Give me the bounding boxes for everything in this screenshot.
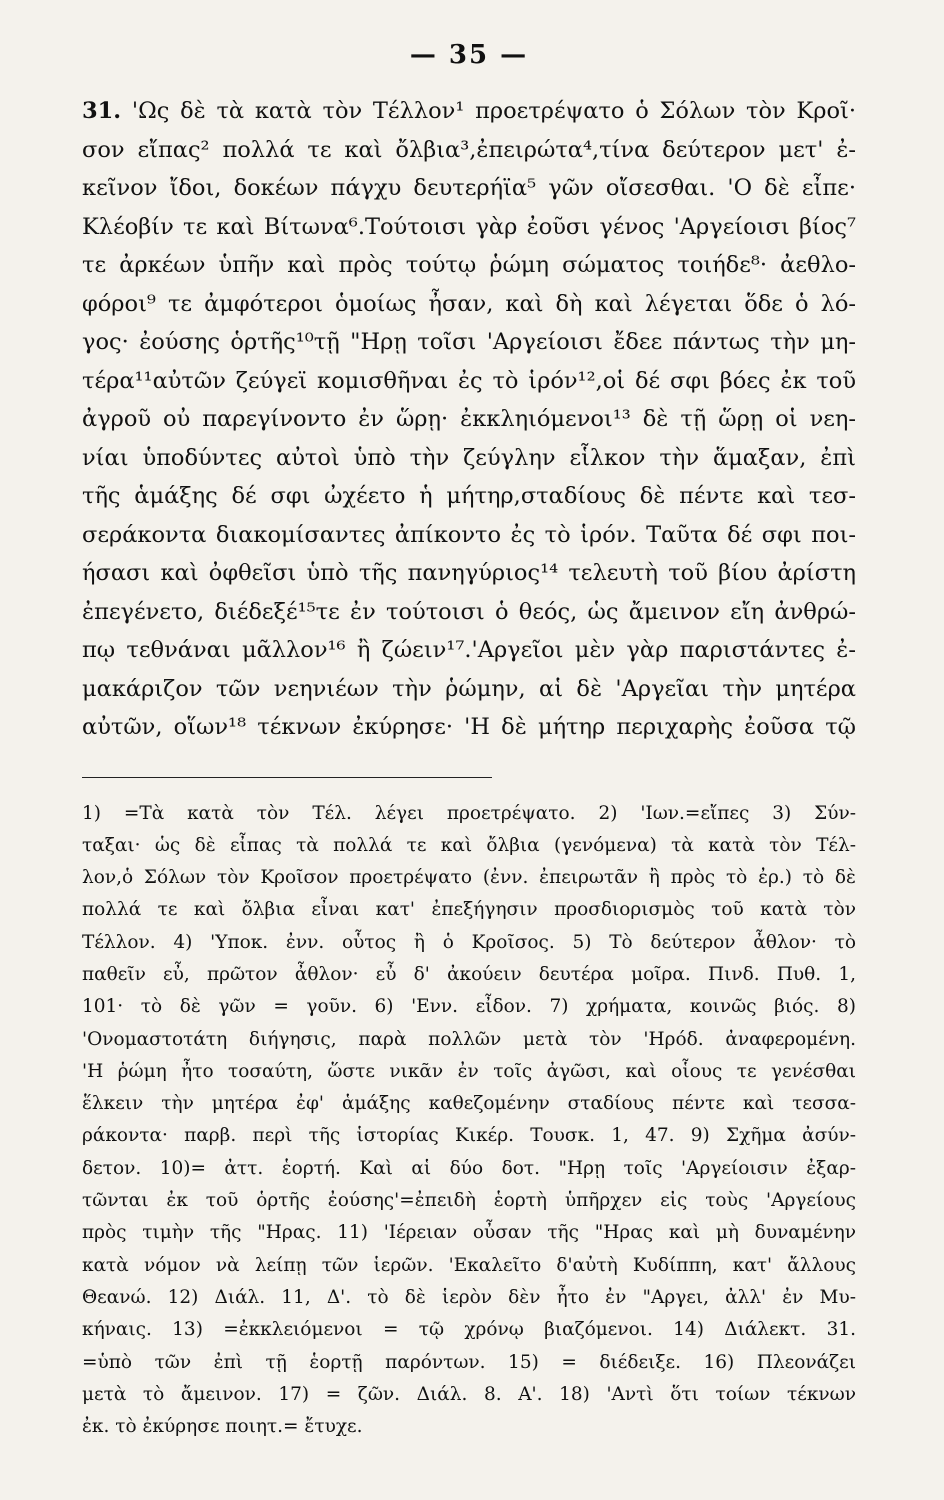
main-text-line: Κλέοβίν τε καὶ Βίτωνα⁶.Τούτοισι γὰρ ἐοῦσι γένος 'Αργείοισι βίος⁷ bbox=[82, 213, 856, 240]
footnote-line: ράκοντα· παρβ. περὶ τῆς ἱστορίας Κικέρ. Τουσκ. 1, 47. 9) Σχῆμα ἀσύν- bbox=[82, 1125, 856, 1147]
footnote-line: πρὸς τιμὴν τῆς "Ηρας. 11) 'Ιέρειαν οὖσαν τῆς "Ηρας καὶ μὴ δυναμένην bbox=[82, 1222, 856, 1244]
main-text-line: τέρα¹¹αὐτῶν ζεύγεϊ κομισθῆναι ἐς τὸ ἱρόν¹²,οἱ δέ σφι βόες ἐκ τοῦ bbox=[82, 367, 856, 394]
footnote-line: μετὰ τὸ ἄμεινον. 17) = ζῶν. Διάλ. 8. Α'. 18) 'Αντὶ ὅτι τοίων τέκνων bbox=[82, 1383, 856, 1405]
main-text-line: αὐτῶν, οἵων¹⁸ τέκνων ἐκύρησε· 'Η δὲ μήτηρ περιχαρὴς ἐοῦσα τῷ bbox=[82, 714, 856, 740]
footnote-line: ταξαι· ὡς δὲ εἶπας τὰ πολλά τε καὶ ὄλβια (γενόμενα) τὰ κατὰ τὸν Τέλ- bbox=[82, 834, 856, 856]
page-number: — 35 — bbox=[409, 40, 529, 70]
main-text-line: σον εἴπας² πολλά τε καὶ ὄλβια³,ἐπειρώτα⁴,τίνα δεύτερον μετ' ἐ- bbox=[82, 136, 856, 163]
footnote-separator bbox=[82, 777, 492, 778]
footnote-line: ἕλκειν τὴν μητέρα ἐφ' ἁμάξης καθεζομένην σταδίους πέντε καὶ τεσσα- bbox=[82, 1093, 856, 1115]
footnote-line: Τέλλον. 4) 'Υποκ. ἐνν. οὗτος ἢ ὁ Κροῖσος. 5) Τὸ δεύτερον ἆθλον· τὸ bbox=[82, 931, 856, 953]
main-text-line: τε ἀρκέων ὑπῆν καὶ πρὸς τούτῳ ῥώμη σώματος τοιήδε⁸· ἀεθλο- bbox=[82, 252, 856, 278]
footnote-line: =ὑπὸ τῶν ἐπὶ τῇ ἑορτῇ παρόντων. 15) = διέδειξε. 16) Πλεονάζει bbox=[82, 1351, 856, 1373]
footnote-line: κατὰ νόμον νὰ λείπῃ τῶν ἱερῶν. 'Εκαλεῖτο δ'αὐτὴ Κυδίππη, κατ' ἄλλους bbox=[82, 1254, 856, 1276]
footnotes bbox=[82, 798, 856, 1444]
footnote-line: 1) =Τὰ κατὰ τὸν Τέλ. λέγει προετρέψατο. 2) 'Ιων.=εἴπες 3) Σύν- bbox=[82, 802, 856, 824]
main-text-line: γος· ἐούσης ὁρτῆς¹⁰τῇ "Ηρῃ τοῖσι 'Αργείοισι ἔδεε πάντως τὴν μη- bbox=[82, 329, 856, 355]
main-text-line: πῳ τεθνάναι μᾶλλον¹⁶ ἢ ζώειν¹⁷.'Αργεῖοι μὲν γὰρ παριστάντες ἐ- bbox=[82, 637, 856, 663]
footnote-line: δετον. 10)= ἀττ. ἑορτή. Καὶ αἱ δύο δοτ. "Ηρῃ τοῖς 'Αργείοισιν ἐξαρ- bbox=[82, 1157, 856, 1179]
main-text-line: ἐπεγένετο, διέδεξέ¹⁵τε ἐν τούτοισι ὁ θεός, ὡς ἄμεινον εἴη ἀνθρώ- bbox=[82, 598, 856, 625]
section-number: 31. bbox=[82, 98, 122, 124]
main-text-line: 31. 'Ως δὲ τὰ κατὰ τὸν Τέλλον¹ προετρέψατο ὁ Σόλων τὸν Κροῖ· bbox=[82, 98, 856, 124]
footnote-line: 'Ονομαστοτάτη διήγησις, παρὰ πολλῶν μετὰ τὸν 'Ηρόδ. ἀναφερομένη. bbox=[82, 1028, 856, 1050]
footnote-line: παθεῖν εὖ, πρῶτον ἆθλον· εὖ δ' ἀκούειν δευτέρα μοῖρα. Πινδ. Πυθ. 1, bbox=[82, 963, 856, 985]
footnote-line: κήναις. 13) =ἐκκλειόμενοι = τῷ χρόνῳ βιαζόμενοι. 14) Διάλεκτ. 31. bbox=[82, 1319, 856, 1341]
main-text-line: σεράκοντα διακομίσαντες ἀπίκοντο ἐς τὸ ἱρόν. Ταῦτα δέ σφι ποι- bbox=[82, 521, 856, 548]
main-text-line: φόροι⁹ τε ἀμφότεροι ὁμοίως ἦσαν, καὶ δὴ καὶ λέγεται ὅδε ὁ λό- bbox=[82, 290, 856, 317]
main-text-line: κεῖνον ἴδοι, δοκέων πάγχυ δευτερήϊα⁵ γῶν οἴσεσθαι. 'Ο δὲ εἶπε· bbox=[82, 175, 856, 201]
main-text-line: ἀγροῦ οὐ παρεγίνοντο ἐν ὥρῃ· ἐκκληιόμενοι¹³ δὲ τῇ ὥρῃ οἱ νεη- bbox=[82, 406, 856, 432]
footnote-line: ἐκ. τὸ ἐκύρησε ποιητ.= ἔτυχε. bbox=[82, 1416, 363, 1438]
main-text-line: νίαι ὑποδύντες αὐτοὶ ὑπὸ τὴν ζεύγλην εἷλκον τὴν ἅμαξαν, ἐπὶ bbox=[82, 444, 856, 471]
footnote-line: 101· τὸ δὲ γῶν = γοῦν. 6) 'Ενν. εἶδον. 7) χρήματα, κοινῶς βιός. 8) bbox=[82, 996, 856, 1018]
footnote-line: πολλά τε καὶ ὄλβια εἶναι κατ' ἐπεξήγησιν προσδιορισμὸς τοῦ κατὰ τὸν bbox=[82, 899, 856, 921]
footnote-line: τῶνται ἐκ τοῦ ὁρτῆς ἐούσης'=ἐπειδὴ ἑορτὴ ὑπῆρχεν εἰς τοὺς 'Αργείους bbox=[82, 1190, 856, 1212]
footnote-line: 'Η ῥώμη ἦτο τοσαύτη, ὥστε νικᾶν ἐν τοῖς ἀγῶσι, καὶ οἷους τε γενέσθαι bbox=[82, 1060, 856, 1082]
main-text-line: μακάριζον τῶν νεηνιέων τὴν ῥώμην, αἱ δὲ 'Αργεῖαι τὴν μητέρα bbox=[82, 675, 856, 702]
main-text-line: τῆς ἁμάξης δέ σφι ὠχέετο ἡ μήτηρ,σταδίους δὲ πέντε καὶ τεσ- bbox=[82, 483, 856, 509]
footnote-line: Θεανώ. 12) Διάλ. 11, Δ'. τὸ δὲ ἱερὸν δὲν ἦτο ἐν "Αργει, ἀλλ' ἐν Μυ- bbox=[82, 1286, 856, 1308]
main-text-line: ήσασι καὶ ὀφθεῖσι ὑπὸ τῆς πανηγύριος¹⁴ τελευτὴ τοῦ βίου ἀρίστη bbox=[82, 560, 856, 586]
footnote-line: λον,ὁ Σόλων τὸν Κροῖσον προετρέψατο (ἐνν. ἐπειρωτᾶν ἢ πρὸς τὸ ἐρ.) τὸ δὲ bbox=[82, 867, 856, 889]
main-text bbox=[82, 92, 856, 747]
